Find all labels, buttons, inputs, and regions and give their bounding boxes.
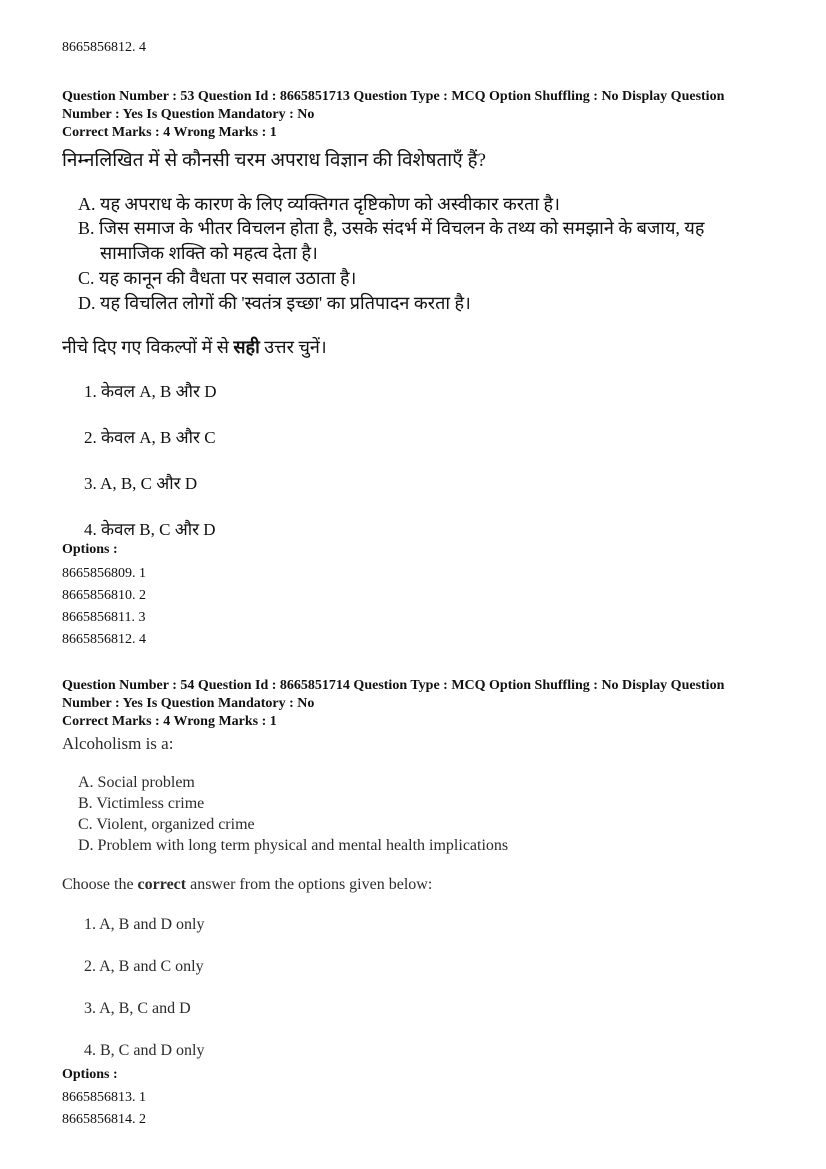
q53-statement-a: A. यह अपराध के कारण के लिए व्यक्तिगत दृष्टिकोण को अस्वीकार करता है। [78,194,560,214]
q54-choice-3: 3. A, B, C and D [84,1000,191,1017]
q54-choice-2: 2. A, B and C only [84,958,204,975]
q53-statement-d: D. यह विचलित लोगों की 'स्वतंत्र इच्छा' का प्रतिपादन करता है। [78,293,471,313]
q53-choice-2: 2. केवल A, B और C [84,428,216,447]
q53-meta-line1: Question Number : 53 Question Id : 8665851713 Question Type : MCQ Option Shuffling : No Display Question [62,89,725,104]
q53-choice-3: 3. A, B, C और D [84,474,198,493]
q54-prompt-before: Choose the [62,876,138,893]
q53-choice-1: 1. केवल A, B और D [84,382,217,401]
q53-prompt-bold: सही [233,337,260,357]
q53-meta [62,88,767,142]
q54-question-text: Alcoholism is a: [62,734,174,753]
q53-option-code-1: 8665856809. 1 [62,566,146,581]
q54-option-code-2: 8665856814. 2 [62,1112,146,1127]
q53-marks: Correct Marks : 4 Wrong Marks : 1 [62,125,277,140]
q54-statement-d: D. Problem with long term physical and mental health implications [78,837,509,854]
q53-question-text: निम्नलिखित में से कौनसी चरम अपराध विज्ञान की विशेषताएँ हैं? [62,150,486,171]
q54-statement-b: B. Victimless crime [78,795,205,812]
q53-options-label: Options : [62,542,118,557]
q53-option-code-4: 8665856812. 4 [62,632,146,647]
q53-statement-c: C. यह कानून की वैधता पर सवाल उठाता है। [78,268,357,288]
q54-choice-1: 1. A, B and D only [84,916,205,933]
q54-meta-line2: Number : Yes Is Question Mandatory : No [62,696,315,711]
q54-prompt-bold: correct [137,876,187,893]
q53-prompt [62,335,327,359]
q53-statement-b: B. जिस समाज के भीतर विचलन होता है, उसके संदर्भ में विचलन के तथ्य को समझाने के बजाय, यह [78,218,705,238]
q54-meta-line1: Question Number : 54 Question Id : 8665851714 Question Type : MCQ Option Shuffling : No Display Question [62,678,725,693]
q54-statement-c: C. Violent, organized crime [78,816,255,833]
q53-prompt-after: उत्तर चुनें। [259,337,327,357]
q53-meta-line2: Number : Yes Is Question Mandatory : No [62,107,315,122]
q53-option-code-2: 8665856810. 2 [62,588,146,603]
q54-options-label: Options : [62,1067,118,1082]
q54-prompt [62,876,432,894]
q54-prompt-after: answer from the options given below: [186,876,433,893]
q54-option-code-1: 8665856813. 1 [62,1090,146,1105]
q53-option-code-3: 8665856811. 3 [62,610,146,625]
previous-option-code: 8665856812. 4 [62,40,146,55]
q54-meta [62,677,767,731]
q53-statement-b-cont: सामाजिक शक्ति को महत्व देता है। [100,243,318,263]
q54-choice-4: 4. B, C and D only [84,1042,205,1059]
q53-prompt-before: नीचे दिए गए विकल्पों में से [62,337,234,357]
q54-marks: Correct Marks : 4 Wrong Marks : 1 [62,714,277,729]
q54-statement-a: A. Social problem [78,774,195,791]
q53-choice-4: 4. केवल B, C और D [84,520,216,539]
